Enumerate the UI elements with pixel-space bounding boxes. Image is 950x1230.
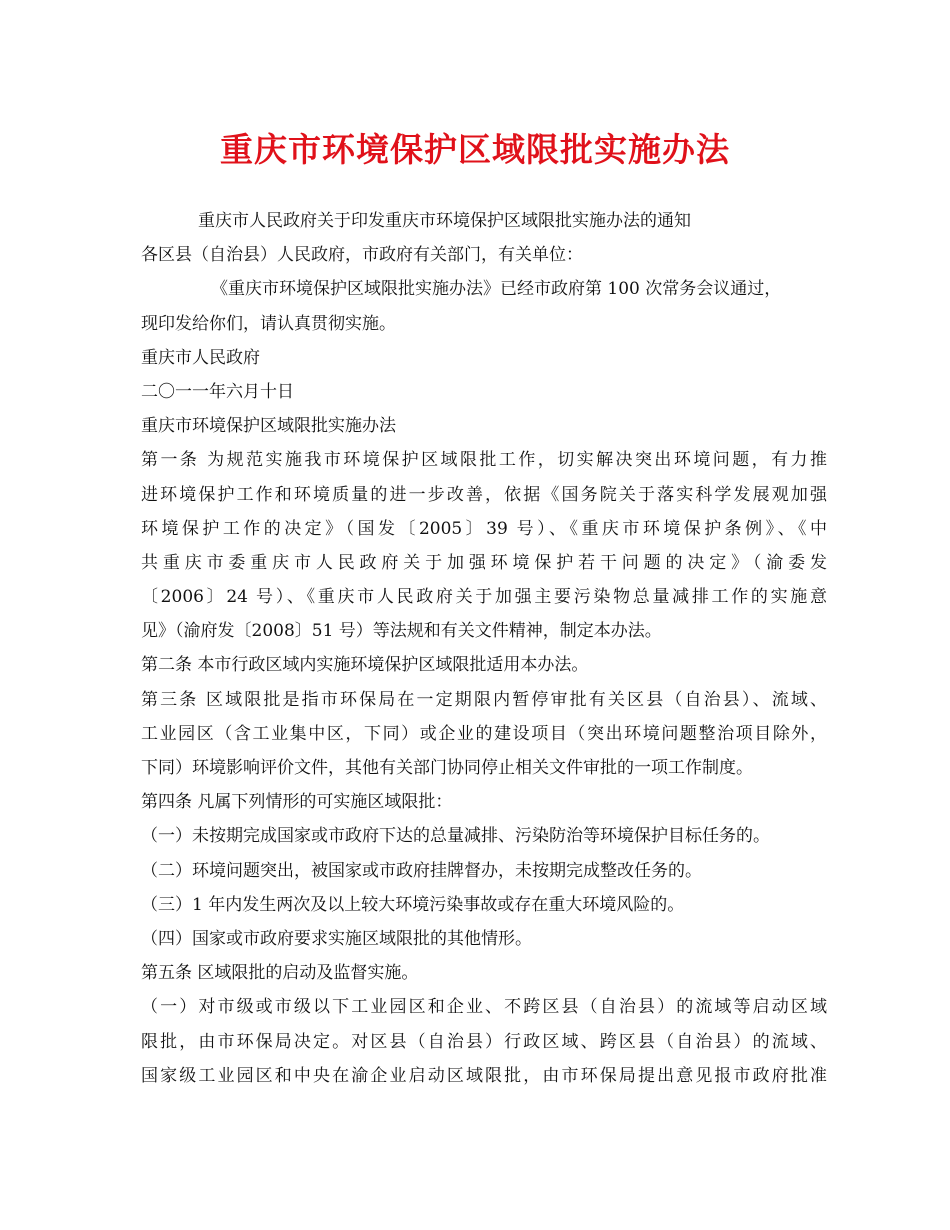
document-title: 重庆市环境保护区域限批实施办法	[220, 130, 730, 169]
article-line: 第五条 区域限批的启动及监督实施。	[141, 963, 419, 984]
regulation-title-line: 重庆市环境保护区域限批实施办法	[141, 416, 396, 437]
article-line: 下同）环境影响评价文件，其他有关部门协同停止相关文件审批的一项工作制度。	[141, 758, 753, 778]
article-line: 第三条 区域限批是指市环保局在一定期限内暂停审批有关区县（自治县）、流域、	[141, 689, 827, 710]
list-item-line: 限批，由市环保局决定。对区县（自治县）行政区域、跨区县（自治县）的流域、	[141, 1031, 827, 1052]
article-line: 工业园区（含工业集中区，下同）或企业的建设项目（突出环境问题整治项目除外，	[141, 723, 827, 744]
list-item-line: （一）未按期完成国家或市政府下达的总量减排、污染防治等环境保护目标任务的。	[141, 826, 770, 847]
article-line: 共重庆市委重庆市人民政府关于加强环境保护若干问题的决定》（渝委发	[141, 552, 827, 573]
article-line: 〔2006〕24 号）、《重庆市人民政府关于加强主要污染物总量减排工作的实施意	[141, 587, 827, 608]
addressee-line: 各区县（自治县）人民政府，市政府有关部门，有关单位：	[141, 245, 583, 266]
list-item-line: 国家级工业园区和中央在渝企业启动区域限批，由市环保局提出意见报市政府批准	[141, 1065, 827, 1086]
notice-body-line: 《重庆市环境保护区域限批实施办法》已经市政府第 100 次常务会议通过，	[211, 279, 782, 300]
article-line: 环境保护工作的决定》（国发〔2005〕39 号）、《重庆市环境保护条例》、《中	[141, 518, 827, 539]
document-body	[141, 204, 827, 1093]
notice-heading: 重庆市人民政府关于印发重庆市环境保护区域限批实施办法的通知	[198, 211, 691, 231]
article-line: 见》（渝府发〔2008〕51 号）等法规和有关文件精神，制定本办法。	[141, 621, 662, 642]
article-line: 第四条 凡属下列情形的可实施区域限批：	[141, 792, 453, 813]
list-item-line: （一）对市级或市级以下工业园区和企业、不跨区县（自治县）的流域等启动区域	[141, 997, 827, 1018]
notice-body-line: 现印发给你们，请认真贯彻实施。	[141, 313, 396, 334]
list-item-line: （四）国家或市政府要求实施区域限批的其他情形。	[141, 928, 532, 949]
date-line: 二〇一一年六月十日	[141, 381, 294, 402]
article-line: 第一条 为规范实施我市环境保护区域限批工作，切实解决突出环境问题，有力推	[141, 450, 827, 471]
list-item-line: （三）1 年内发生两次及以上较大环境污染事故或存在重大环境风险的。	[141, 894, 685, 915]
issuer-line: 重庆市人民政府	[141, 347, 260, 368]
list-item-line: （二）环境问题突出，被国家或市政府挂牌督办，未按期完成整改任务的。	[141, 860, 702, 881]
article-line: 第二条 本市行政区域内实施环境保护区域限批适用本办法。	[141, 655, 589, 676]
article-line: 进环境保护工作和环境质量的进一步改善，依据《国务院关于落实科学发展观加强	[141, 484, 827, 505]
